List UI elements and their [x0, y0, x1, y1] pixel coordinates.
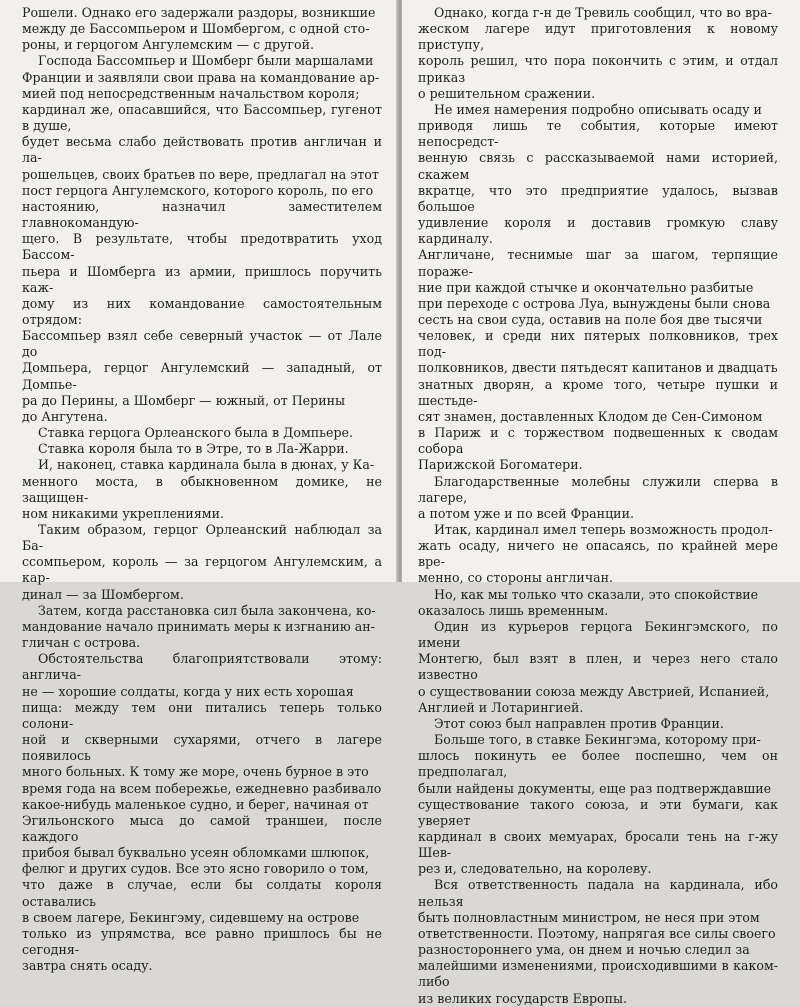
paragraph: Затем, когда расстановка сил была закончена, ко- мандование начало принимать меры к изгнанию ан- гличан с острова.	[22, 602, 376, 651]
paragraph: Обстоятельства благоприятствовали этому: англича- не — хорошие солдаты, когда у них есть хорошая пища: между тем они питались теперь только солони- ной и скверными сухарями, отчего в лагере появилось много больных. К тому же море, очень бурное в это время года на всем побережье, ежедневно разбивало какое-нибудь маленькое судно, и берег, начиная от Эгильонского мыса до самой траншеи, после каждого прибоя бывал буквально усеян обломками шлюпок, фелюг и других судов. Все это ясно говорило о том, что даже в случае, если бы солдаты короля оставались в своем лагере, Бекингэму, сидевшему на острове только из упрямства, все равно пришлось бы не сегодня- завтра снять осаду.	[22, 651, 382, 974]
paragraph: Итак, кардинал имел теперь возможность продол- жать осаду, ничего не опасаясь, по крайней мере вре- менно, со стороны англичан.	[418, 522, 778, 586]
paragraph: Один из курьеров герцога Бекингэмского, по имени Монтегю, был взят в плен, и через него стало известно о существовании союза между Австрией, Испанией, Англией и Лотарингией.	[418, 618, 778, 715]
paragraph: Однако, когда г-н де Тревиль сообщил, что во вра- жеском лагере идут приготовления к новому приступу, король решил, что пора покончить с этим, и отдал приказ о решительном сражении.	[418, 5, 778, 101]
paragraph: Вся ответственность падала на кардинала, ибо нельзя быть полновластным министром, не неся при этом ответственности. Поэтому, напрягая все силы своего разностороннего ума, он днем и ночью следил за малейшими изменениями, происходившими в каком-либо из великих государств Европы.	[418, 877, 778, 1006]
paragraph: Ставка короля была то в Этре, то в Ла-Жарри.	[38, 441, 349, 457]
paragraph: И, наконец, ставка кардинала была в дюнах, у Ка- менного моста, в обыкновенном домике, не защищен- ном никакими укреплениями.	[22, 457, 382, 521]
paragraph: Не имея намерения подробно описывать осаду и приводя лишь те события, которые имеют непосредст- венную связь с рассказываемой нами историей, скажем вкратце, что это предприятие удалось, вызвав большое удивление короля и доставив громкую славу кардиналу. Англичане, теснимые шаг за шагом, терпящие пораже- ние при каждой стычке и окончательно разбитые при переходе с острова Луа, вынуждены были снова сесть на свои суда, оставив на поле боя две тысячи человек, и среди них пятерых полковников, трех под- полковников, двести пятьдесят капитанов и двадцать знатных дворян, а кроме того, четыре пушки и шестьде- сят знамен, доставленных Клодом де Сен-Симоном в Париж и с торжеством подвешенных к сводам собора Парижской Богоматери.	[418, 101, 778, 473]
left-page	[0, 0, 398, 974]
paragraph: Благодарственные молебны служили сперва в лагере, а потом уже и по всей Франции.	[418, 473, 778, 521]
paragraph: Больше того, в ставке Бекингэма, которому при- шлось покинуть ее более поспешно, чем он предполагал, были найдены документы, еще раз подтверждавшие существование такого союза, и эти бумаги, как уверяет кардинал в своих мемуарах, бросали тень на г-жу Шев- рез и, следовательно, на королеву.	[418, 732, 778, 877]
paragraph: Ставка герцога Орлеанского была в Домпьере.	[38, 425, 353, 441]
paragraph: Этот союз был направлен против Франции.	[434, 715, 724, 731]
right-page	[402, 0, 800, 1006]
paragraph: Господа Бассомпьер и Шомберг были маршалами Франции и заявляли свои права на командование ар- мией под непосредственным начальством короля; кардинал же, опасавшийся, что Бассомпьер, гугенот в душе, будет весьма слабо действовать против англичан и ла- рошельцев, своих братьев по вере, предлагал на этот пост герцога Ангулемского, которого король, по его настоянию, назначил заместителем главнокомандую- щего. В результате, чтобы предотвратить уход Бассом- пьера и Шомберга из армии, пришлось поручить каж- дому из них командование самостоятельным отрядом: Бассомпьер взял себе северный участок — от Лале до Домпьера, герцог Ангулемский — западный, от Домпье- ра до Перины, а Шомберг — южный, от Перины до Ангутена.	[22, 53, 382, 424]
paragraph: Таким образом, герцог Орлеанский наблюдал за Ба- ссомпьером, король — за герцогом Ангулемским, а кар- динал — за Шомбергом.	[22, 522, 382, 602]
paragraph: Но, как мы только что сказали, это спокойствие оказалось лишь временным.	[418, 586, 759, 618]
paragraph: Рошели. Однако его задержали раздоры, возникшие между де Бассомпьером и Шомбергом, с одной сто- роны, и герцогом Ангулемским — с другой.	[22, 5, 376, 53]
